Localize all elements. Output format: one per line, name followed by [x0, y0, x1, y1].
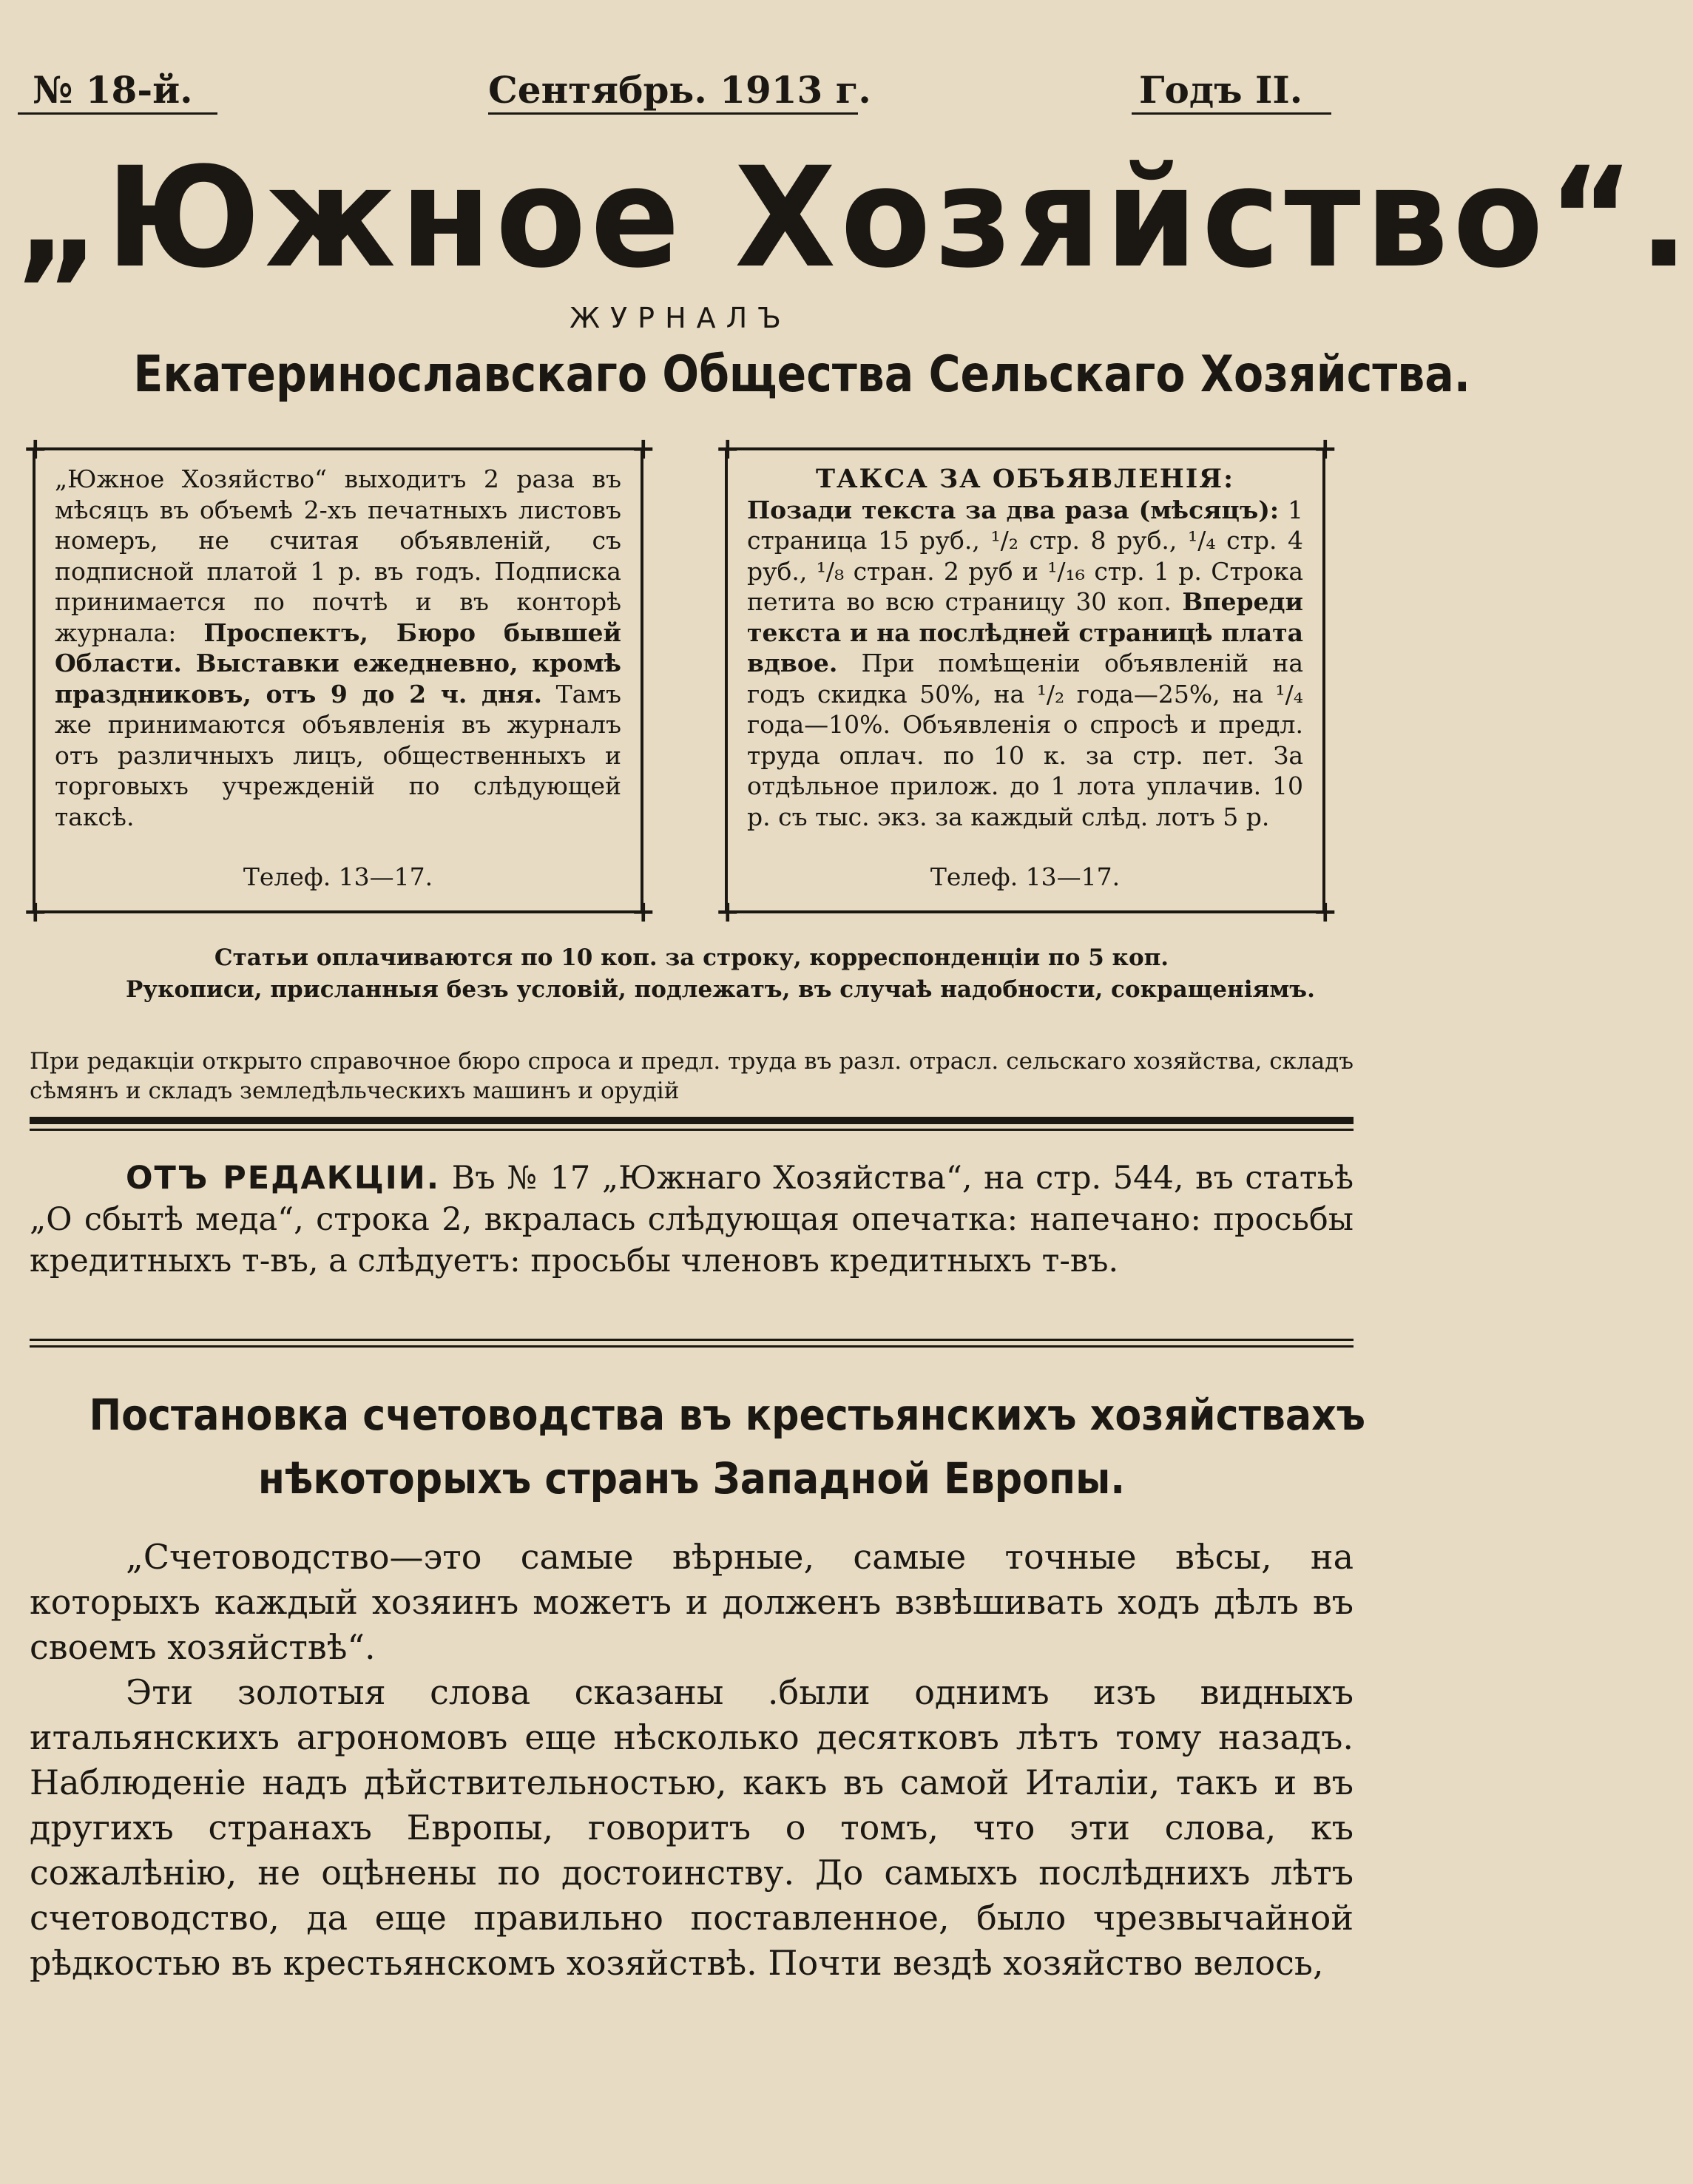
- corner-ornament-icon: +: [23, 895, 48, 929]
- ads-rate-text: [747, 464, 1303, 832]
- section-divider: [30, 1117, 1354, 1131]
- ads-rate-text-bold: Впереди текста и на послѣдней страницѣ плата вдвое.: [747, 587, 1303, 677]
- corner-ornament-icon: +: [1313, 895, 1338, 929]
- editorial-head: ОТЪ РЕДАКЦІИ.: [126, 1160, 441, 1197]
- subscription-text-bold: Проспектъ, Бюро бывшей Области. Выставки ежедневно, кромѣ праздниковъ, отъ 9 до 2 ч. дня.: [55, 618, 621, 709]
- section-divider: [30, 1339, 1354, 1348]
- corner-ornament-icon: +: [715, 432, 740, 466]
- ads-rate-text-2: При помѣщеніи объявленій на годъ скидка 50%, на ¹/₂ года—25%, на ¹/₄ года—10%. Объявленія о спросѣ и предл. труда оплач. по 10 к. за стр. пет. За отдѣльное прилож. до 1 лота уплачив. 10 р. съ тыс. экз. за каждый слѣд. лотъ 5 р.: [747, 649, 1303, 831]
- corner-ornament-icon: +: [631, 895, 656, 929]
- ads-rate-box: [715, 432, 1338, 929]
- ads-rate-title: ТАКСА ЗА ОБЪЯВЛЕНІЯ:: [815, 464, 1235, 494]
- journal-label: ЖУРНАЛЪ: [570, 302, 791, 334]
- subscription-phone: Телеф. 13—17.: [243, 862, 433, 891]
- subscription-box: [23, 432, 656, 929]
- publication-year: Годъ II.: [1139, 68, 1303, 112]
- subscription-text-end: Тамъ же принимаются объявленія въ журналъ отъ различныхъ лицъ, общественныхъ и торговыхъ учрежденій по слѣдующей таксѣ.: [55, 679, 621, 831]
- article-paragraph: Эти золотыя слова сказаны .были однимъ изъ видныхъ итальянскихъ агрономовъ еще нѣсколько десятковъ лѣтъ тому назадъ. Наблюденіе надъ дѣйствительностью, какъ въ самой Италіи, такъ и въ другихъ странахъ Европы, говоритъ о томъ, что эти слова, къ сожалѣнію, не оцѣнены по достоинству. До самыхъ послѣднихъ лѣтъ счетоводство, да еще правильно поставленное, было чрезвычайной рѣдкостью въ крестьянскомъ хозяйствѣ. Почти вездѣ хозяйство велось,: [30, 1672, 1354, 1983]
- header-rule-center: [488, 112, 858, 115]
- header-rule-right: [1132, 112, 1331, 115]
- manuscripts-notice: Рукописи, присланныя безъ условій, подлежатъ, въ случаѣ надобности, сокращеніямъ.: [126, 976, 1315, 1003]
- payment-notice: Статьи оплачиваются по 10 коп. за строку, корреспонденціи по 5 коп.: [214, 944, 1169, 971]
- subscription-text: [55, 464, 621, 832]
- bureau-notice: При редакціи открыто справочное бюро спроса и предл. труда въ разл. отрасл. сельскаго хозяйства, складъ сѣмянъ и складъ земледѣльческихъ машинъ и орудій: [30, 1048, 1354, 1104]
- editorial-note: [30, 1157, 1354, 1282]
- editorial-text: Въ № 17 „Южнаго Хозяйства“, на стр. 544, въ статьѣ „О сбытѣ меда“, строка 2, вкралась слѣдующая опечатка: напечано: просьбы кредитныхъ т-въ, а слѣдуетъ: просьбы членовъ кредитныхъ т-въ.: [30, 1160, 1354, 1279]
- issue-date: Сентябрь. 1913 г.: [488, 68, 871, 112]
- ads-rate-text-1: 1 страница 15 руб., ¹/₂ стр. 8 руб., ¹/₄ стр. 4 руб., ¹/₈ стран. 2 руб и ¹/₁₆ стр. 1 р. Строка петита во всю страницу 30 коп.: [747, 495, 1303, 616]
- corner-ornament-icon: +: [1313, 432, 1338, 466]
- ads-rate-line-bold: Позади текста за два раза (мѣсяцъ):: [747, 495, 1280, 524]
- article-title-line-1: Постановка счетоводства въ крестьянскихъ хозяйствахъ: [89, 1390, 1365, 1440]
- header-rule-left: [18, 112, 217, 115]
- corner-ornament-icon: +: [23, 432, 48, 466]
- article-paragraph: „Счетоводство—это самые вѣрные, самые точные вѣсы, на которыхъ каждый хозяинъ можетъ и долженъ взвѣшивать ходъ дѣлъ въ своемъ хозяйствѣ“.: [30, 1537, 1354, 1667]
- article-body: [30, 1535, 1354, 1986]
- corner-ornament-icon: +: [631, 432, 656, 466]
- article-title-line-2: нѣкоторыхъ странъ Западной Европы.: [257, 1453, 1126, 1504]
- issue-number: № 18-й.: [33, 68, 193, 112]
- society-name: Екатеринославскаго Общества Сельскаго Хозяйства.: [133, 345, 1470, 404]
- subscription-text-plain: „Южное Хозяйство“ выходитъ 2 раза въ мѣсяцъ въ объемѣ 2-хъ печатныхъ листовъ номеръ, не считая объявленій, съ подписной платой 1 р. въ годъ. Подписка принимается по почтѣ и въ конторѣ журнала:: [55, 464, 621, 647]
- masthead-title: „Южное Хозяйство“.: [15, 137, 1693, 299]
- article-title: [22, 1383, 1365, 1510]
- corner-ornament-icon: +: [715, 895, 740, 929]
- ads-rate-phone: Телеф. 13—17.: [930, 862, 1121, 891]
